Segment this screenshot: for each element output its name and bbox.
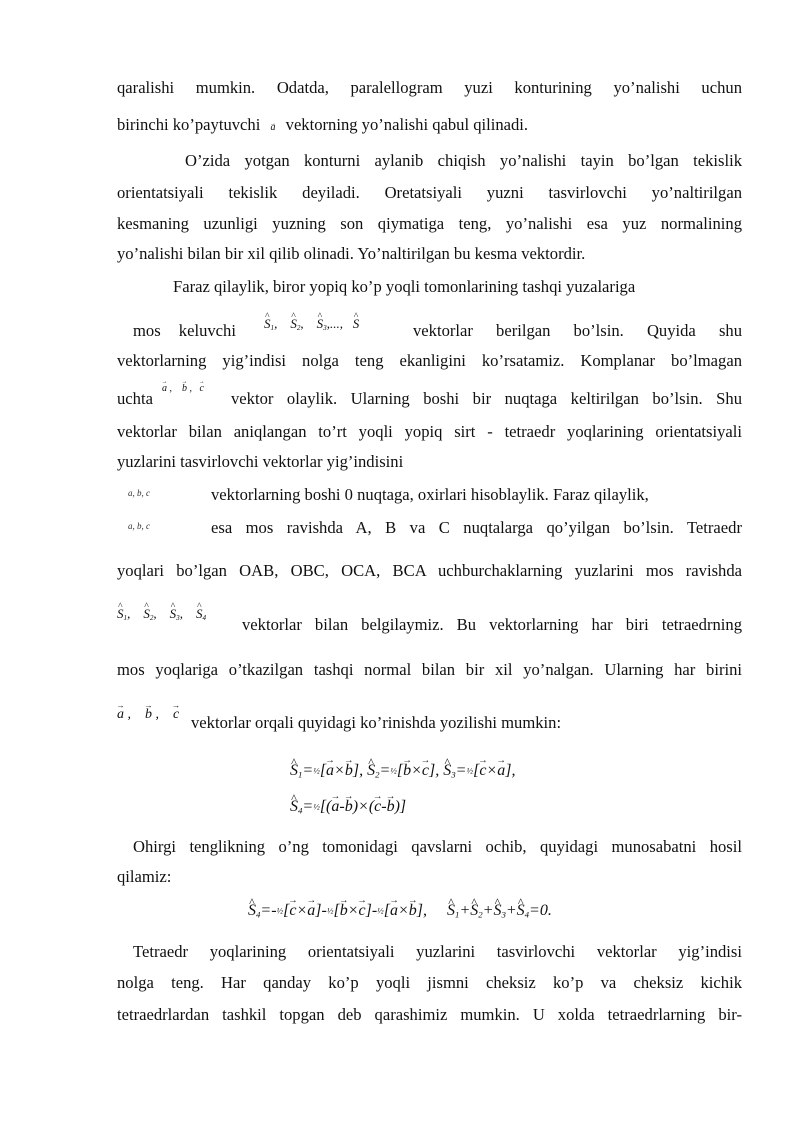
vector-c: → c <box>479 762 486 780</box>
text-line: vektorlarning yig’indisi nolga teng ekanligini ko’rsatamiz. Komplanar bo’lmagan <box>117 351 742 370</box>
subscript: 1 <box>455 909 460 920</box>
subscript: 3 <box>176 614 180 623</box>
vector-b: → b <box>387 798 395 816</box>
vector-s4: ^ S <box>290 798 298 816</box>
formula-s4: ^ $S_4=\frac{1}{2}[(\to a-\to b)\times(\to c-\to b)]$ <box>290 798 406 816</box>
vector-s4: ^ S <box>517 902 525 920</box>
fraction-half: ½ <box>377 905 384 916</box>
vector-s1: ^ S <box>117 606 124 622</box>
formula-s1-s2-s3: ^ $S_1=\frac{1}{2}[\to a\times\to b]$, ^ $S_2=\frac{1}{2}[\to b\times\to c]$, ^ $S_3=\frac{1}{2}[\to c\times\to a]$, <box>290 762 515 780</box>
vector-s3: ^ S <box>443 762 451 780</box>
text-line: mos yoqlariga o’tkazilgan tashqi normal bilan bir xil yo’nalgan. Ularning har birini <box>117 660 742 679</box>
vector-s2: ^ S <box>143 606 150 622</box>
subscript: 4 <box>256 909 261 920</box>
text-fragment: mos keluvchi <box>133 321 236 340</box>
vector-b: → b <box>145 707 152 723</box>
vector-a: → a <box>117 707 124 723</box>
vector-a: → a <box>331 798 339 816</box>
vector-b: → b <box>409 902 417 920</box>
text-line: nolga teng. Har qanday ko’p yoqli jismni cheksiz ko’p va cheksiz kichik <box>117 973 742 992</box>
text-line: qaralishi mumkin. Odatda, paralellogram yuzi konturining yo’nalishi uchun <box>117 78 742 97</box>
text-line: O’zida yotgan konturni aylanib chiqish yo’nalishi tayin bo’lgan tekislik <box>185 151 742 170</box>
vector-s3: ^ S <box>493 902 501 920</box>
vector-s3: ^ S <box>317 316 324 332</box>
text-line: vektorlar bilan belgilaymiz. Bu vektorlarning har biri tetraedrning <box>242 615 742 634</box>
text-line: vektorlar berilgan bo’lsin. Quyida shu <box>413 321 742 340</box>
subscript: 2 <box>478 909 483 920</box>
vector-s1: ^ S <box>290 762 298 780</box>
fraction-half: ½ <box>466 765 474 776</box>
subscript: 4 <box>298 805 303 816</box>
text-line: vektor olaylik. Ularning boshi bir nuqtaga keltirilgan bo’lsin. Shu <box>231 389 742 408</box>
vector-s1: ^ S <box>264 316 271 332</box>
fraction-half: ½ <box>313 801 320 812</box>
fraction-half: ½ <box>390 765 397 776</box>
subscript: 3 <box>451 769 456 780</box>
subscript: 3 <box>501 909 506 920</box>
vector-a: → a <box>326 762 334 780</box>
vector-s4: ^ S <box>196 606 203 622</box>
vector-c: → c <box>358 902 365 920</box>
vector-b: → b <box>345 798 353 816</box>
abc-vectors-inline: → a , → b , → c <box>162 383 204 394</box>
text-line: kesmaning uzunligi yuzning son qiymatiga teng, yo’nalishi esa yuz normalining <box>117 214 742 233</box>
subscript: 2 <box>375 769 380 780</box>
text-line: yoqlari bo’lgan OAB, OBC, OCA, BCA uchburchaklarning yuzlarini mos ravishda <box>117 561 742 580</box>
subscript: 4 <box>202 614 207 623</box>
text-line: Faraz qilaylik, biror yopiq ko’p yoqli tomonlarining tashqi yuzalariga <box>173 277 636 296</box>
subscript: 1 <box>270 324 275 333</box>
fraction-half: ½ <box>326 905 334 916</box>
equals-zero: =0. <box>529 902 552 919</box>
vector-b: → b <box>340 902 348 920</box>
text-line: Tetraedr yoqlarining orientatsiyali yuzlarini tasvirlovchi vektorlar yig’indisi <box>133 942 742 961</box>
vector-c: → c <box>422 762 429 780</box>
vector-s2: ^ S <box>290 316 297 332</box>
text-line: tetraedrlardan tashkil topgan deb qarashimiz mumkin. U xolda tetraedrlarning bir- <box>117 1005 742 1024</box>
text-fragment: vektorning yo’nalishi qabul qilinadi. <box>285 115 529 134</box>
vector-a: → a <box>307 902 315 920</box>
vector-c: → c <box>289 902 296 920</box>
formula-s4-expanded: ^ $S_4=-\frac{1}{2}[\to c\times\to$ a]-½[→ b×→ c]-½[→ a×→ b], ^ $S_1+\^{}$ $S_2+\^{}$ $S_3+\^{}$ $S_4=0$. <box>248 902 552 920</box>
abc-small-label: a, b, c <box>128 521 150 531</box>
text-line: esa mos ravishda A, B va C nuqtalarga qo’yilgan bo’lsin. Tetraedr <box>211 518 742 537</box>
text-line <box>117 114 742 139</box>
subscript: 1 <box>123 614 128 623</box>
text-line: vektorlarning boshi 0 nuqtaga, oxirlari hisoblaylik. Faraz qilaylik, <box>211 485 649 504</box>
vector-s3: ^ S <box>170 606 177 622</box>
subscript: 3 <box>323 324 327 333</box>
subscript: 2 <box>149 614 154 623</box>
vector-c: → c <box>173 707 179 723</box>
s-vectors-four: ^ $S_1$, ^ $S_2$, ^ $S_3$, ^ $S_4$ <box>117 606 206 622</box>
text-line: uchta <box>117 389 153 408</box>
vector-c: → c <box>200 383 204 394</box>
abc-vectors-inline: → a , → b , → c <box>117 707 179 723</box>
text-line: qilamiz: <box>117 867 172 886</box>
vector-s4: ^ S <box>248 902 256 920</box>
text-fragment: birinchi ko’paytuvchi <box>117 115 261 134</box>
subscript: 1 <box>298 769 303 780</box>
fraction-half: ½ <box>276 905 284 916</box>
text-line: vektorlar orqali quyidagi ko’rinishda yozilishi mumkin: <box>191 713 562 732</box>
vector-sn: ^ S <box>353 316 360 332</box>
vector-a-symbol <box>270 122 275 133</box>
vector-a: → a <box>270 117 275 139</box>
vector-a: → a <box>162 383 167 394</box>
vector-b: → b <box>182 383 187 394</box>
ellipsis: ,..., <box>326 316 343 331</box>
subscript: 2 <box>296 324 301 333</box>
text-line: Ohirgi tenglikning o’ng tomonidagi qavslarni ochib, quyidagi munosabatni hosil <box>133 837 742 856</box>
text-line: vektorlar bilan aniqlangan to’rt yoqli yopiq sirt - tetraedr yoqlarining orientatsiyali <box>117 422 742 441</box>
vector-b: → b <box>403 762 411 780</box>
s-vectors-inline: ^ $S_1$, ^ $S_2$, ^ $S_3$,..., ^ S <box>264 316 359 332</box>
vector-s2: ^ S <box>470 902 478 920</box>
vector-s2: ^ S <box>367 762 375 780</box>
fraction-half: ½ <box>313 765 320 776</box>
text-line: orientatsiyali tekislik deyiladi. Oretatsiyali yuzni tasvirlovchi yo’naltirilgan <box>117 183 742 202</box>
vector-b: → b <box>345 762 353 780</box>
vector-a: → a <box>497 762 505 780</box>
vector-s1: ^ S <box>447 902 455 920</box>
vector-c: → c <box>374 798 381 816</box>
text-line: yo’nalishi bilan bir xil qilib olinadi. Yo’naltirilgan bu kesma vektordir. <box>117 244 586 263</box>
vector-a: → a <box>390 902 398 920</box>
abc-small-label: a, b, c <box>128 488 150 498</box>
text-line: yuzlarini tasvirlovchi vektorlar yig’indisini <box>117 452 404 471</box>
subscript: 4 <box>524 909 530 920</box>
